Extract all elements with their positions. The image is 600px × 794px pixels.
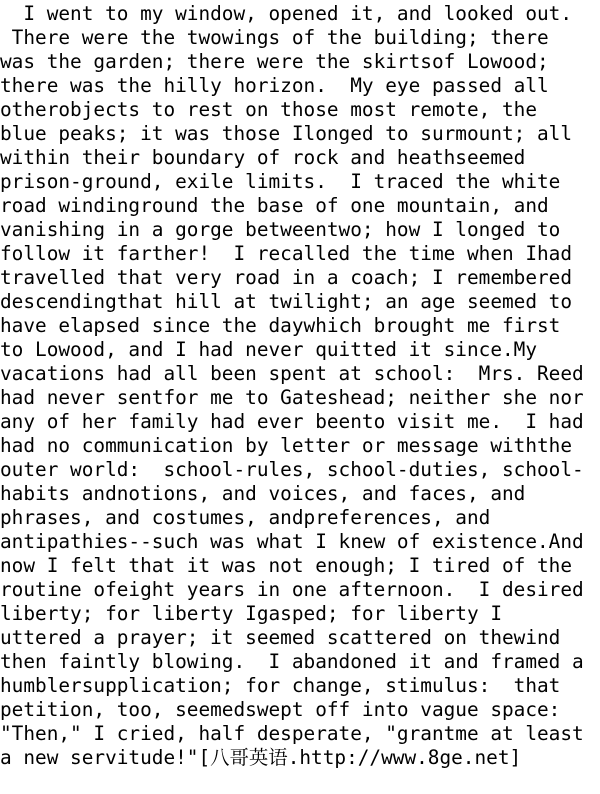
text-line: within their boundary of rock and heathseemed (0, 146, 526, 169)
text-line: phrases, and costumes, andpreferences, and (0, 506, 491, 529)
text-line: prison-ground, exile limits. I traced the white (0, 170, 561, 193)
text-line: descendingthat hill at twilight; an age seemed to (0, 290, 573, 313)
text-line: petition, too, seemedswept off into vague space: (0, 698, 561, 721)
text-line: humblersupplication; for change, stimulus: that (0, 674, 561, 697)
text-line: routine ofeight years in one afternoon. I desired (0, 578, 584, 601)
text-line: I went to my window, opened it, and looked out. (0, 2, 573, 25)
text-line: have elapsed since the daywhich brought me first (0, 314, 561, 337)
text-line: had never sentfor me to Gateshead; neither she nor (0, 386, 584, 409)
text-line: follow it farther! I recalled the time when Ihad (0, 242, 573, 265)
text-line: outer world: school-rules, school-duties, school- (0, 458, 584, 481)
text-line: otherobjects to rest on those most remote, the (0, 98, 538, 121)
text-line: liberty; for liberty Igasped; for liberty I (0, 602, 502, 625)
text-body (0, 2, 600, 770)
text-line: had no communication by letter or message withthe (0, 434, 573, 457)
text-line: vanishing in a gorge betweentwo; how I longed to (0, 218, 561, 241)
text-line: was the garden; there were the skirtsof Lowood; (0, 50, 549, 73)
text-line: there was the hilly horizon. My eye passed all (0, 74, 549, 97)
text-line: blue peaks; it was those Ilonged to surmount; all (0, 122, 573, 145)
text-line: any of her family had ever beento visit me. I had (0, 410, 584, 433)
text-line: then faintly blowing. I abandoned it and framed a (0, 650, 584, 673)
text-line: vacations had all been spent at school: Mrs. Reed (0, 362, 584, 385)
text-line: a new servitude!"[八哥英语.http://www.8ge.net] (0, 746, 522, 769)
text-line: antipathies--such was what I knew of existence.And (0, 530, 584, 553)
text-line: "Then," I cried, half desperate, "grantme at least (0, 722, 584, 745)
text-line: road windinground the base of one mountain, and (0, 194, 549, 217)
text-line: habits andnotions, and voices, and faces, and (0, 482, 526, 505)
text-line: There were the twowings of the building; there (0, 26, 549, 49)
text-line: travelled that very road in a coach; I remembered (0, 266, 573, 289)
text-line: to Lowood, and I had never quitted it since.My (0, 338, 538, 361)
text-line: now I felt that it was not enough; I tired of the (0, 554, 573, 577)
text-line: uttered a prayer; it seemed scattered on thewind (0, 626, 561, 649)
